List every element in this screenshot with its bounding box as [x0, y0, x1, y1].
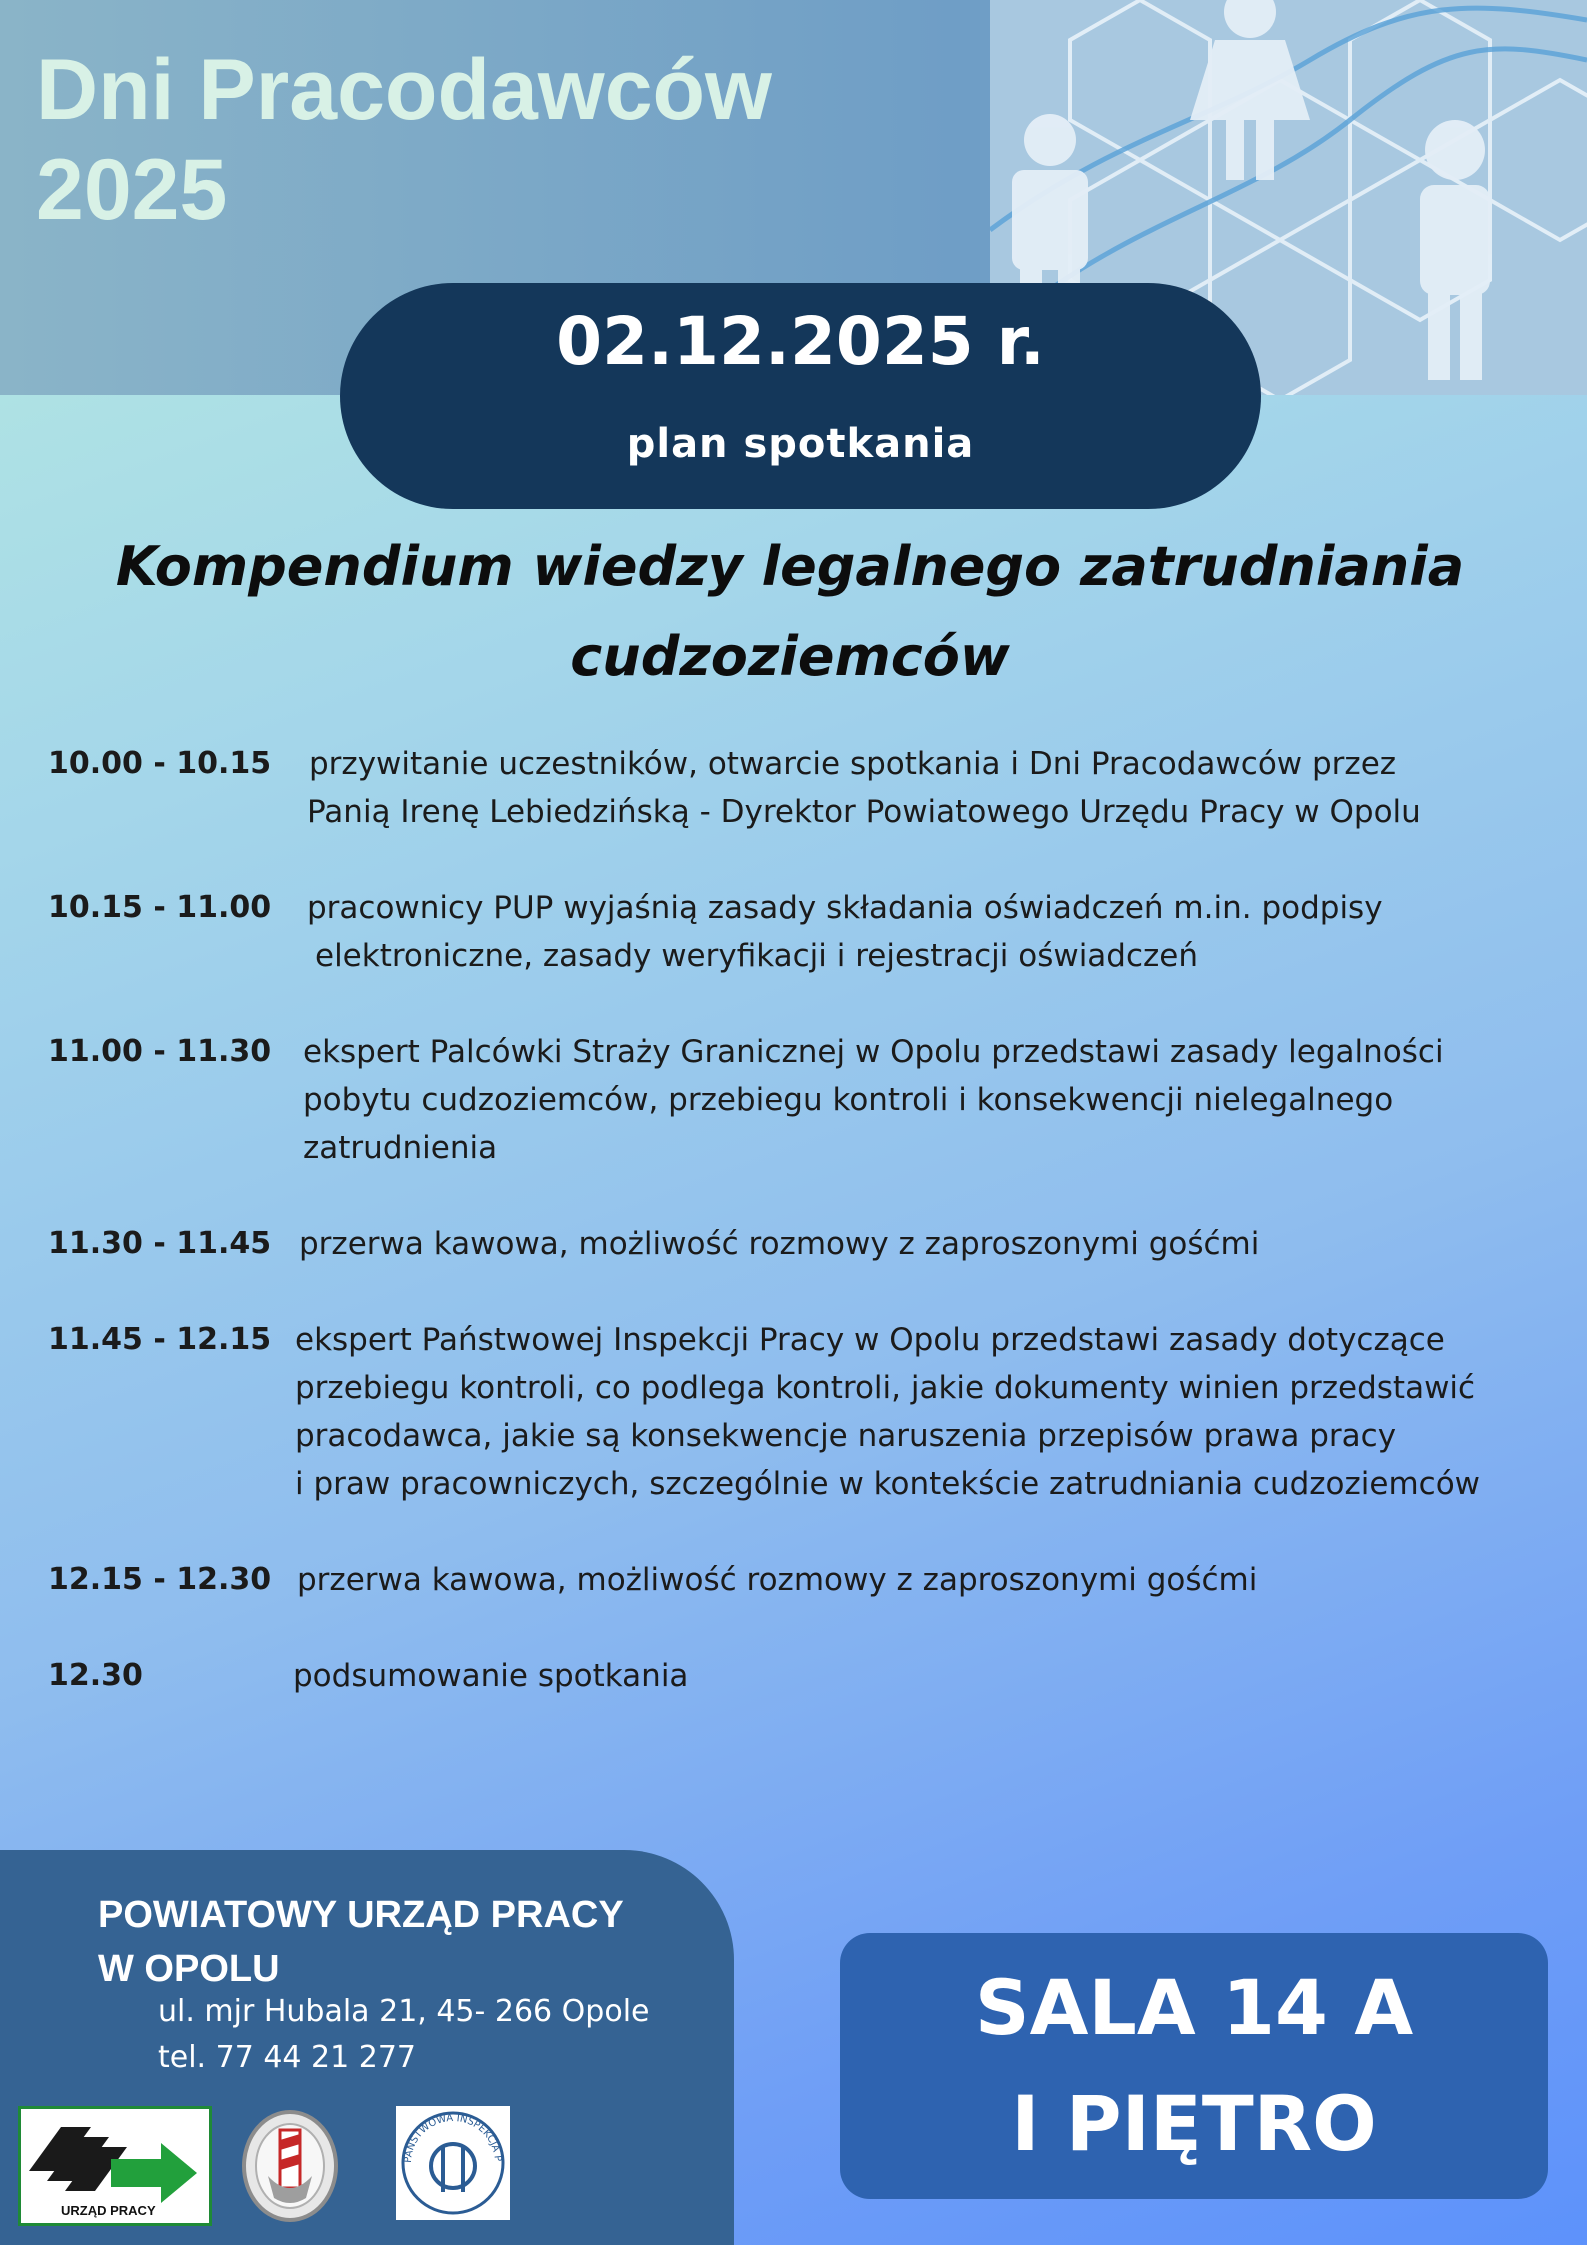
organizer-panel [0, 1850, 734, 2245]
organizer-name-line2: W OPOLU [98, 1948, 280, 1990]
event-title-line2: 2025 [36, 142, 228, 238]
schedule-line: przebiegu kontroli, co podlega kontroli, jakie dokumenty winien przedstawić [295, 1370, 1476, 1406]
schedule-line: ekspert Państwowej Inspekcji Pracy w Opolu przedstawi zasady dotyczące [295, 1322, 1445, 1358]
subject-line1: Kompendium wiedzy legalnego zatrudniania [115, 535, 1465, 598]
plan-label: plan spotkania [626, 421, 975, 467]
schedule-line: i praw pracowniczych, szczególnie w kontekście zatrudniania cudzoziemców [295, 1466, 1481, 1502]
schedule-description [303, 884, 1548, 980]
schedule-row [48, 1028, 1548, 1172]
schedule-line: pracownicy PUP wyjaśnią zasady składania oświadczeń m.in. podpisy [307, 890, 1383, 926]
schedule-row [48, 1556, 1548, 1604]
schedule-line: przerwa kawowa, możliwość rozmowy z zaproszonymi gośćmi [299, 1226, 1260, 1262]
schedule-line: podsumowanie spotkania [293, 1658, 689, 1694]
schedule-description [303, 740, 1548, 836]
urzad-pracy-logo [18, 2106, 212, 2226]
subject-line2: cudzoziemców [570, 625, 1010, 688]
schedule-description [303, 1028, 1548, 1172]
schedule-line: przerwa kawowa, możliwość rozmowy z zaproszonymi gośćmi [297, 1562, 1258, 1598]
room-box [840, 1933, 1548, 2199]
schedule-time: 12.15 - 12.30 [48, 1562, 272, 1597]
schedule-row [48, 1316, 1548, 1508]
schedule-time: 12.30 [48, 1658, 143, 1693]
schedule-row [48, 1652, 1548, 1700]
schedule-time: 11.00 - 11.30 [48, 1034, 272, 1069]
schedule-time: 11.45 - 12.15 [48, 1322, 272, 1357]
organizer-name-line1: POWIATOWY URZĄD PRACY [98, 1894, 624, 1936]
date-pill [340, 283, 1261, 509]
schedule-line: pobytu cudzoziemców, przebiegu kontroli i konsekwencji nielegalnego [303, 1082, 1394, 1118]
border-guard-emblem-icon [240, 2106, 340, 2224]
event-date: 02.12.2025 r. [556, 303, 1045, 380]
organizer-phone: tel. 77 44 21 277 [158, 2040, 417, 2075]
schedule-row [48, 884, 1548, 980]
pip-logo-text: PAŃSTWOWA INSPEKCJA P [402, 2112, 504, 2164]
schedule-description [297, 1556, 1548, 1604]
urzad-pracy-logo-icon [21, 2109, 209, 2223]
event-title [36, 40, 772, 240]
schedule-line: elektroniczne, zasady weryfikacji i rejestracji oświadczeń [315, 938, 1199, 974]
pip-logo-icon [396, 2106, 510, 2220]
pip-logo [396, 2106, 510, 2220]
urzad-pracy-logo-text: URZĄD PRACY [61, 2203, 156, 2218]
schedule-description [293, 1652, 1548, 1700]
organizer-address: ul. mjr Hubala 21, 45- 266 Opole [158, 1994, 650, 2029]
schedule [48, 740, 1548, 1700]
schedule-line: ekspert Palcówki Straży Granicznej w Opolu przedstawi zasady legalności [303, 1034, 1444, 1070]
border-guard-emblem [240, 2106, 340, 2224]
room-floor: I PIĘTRO [1011, 2079, 1377, 2168]
organizer-name [98, 1888, 718, 1996]
schedule-description [295, 1316, 1548, 1508]
subject-heading [60, 522, 1520, 702]
room-number: SALA 14 A [974, 1963, 1414, 2052]
schedule-line: pracodawca, jakie są konsekwencje naruszenia przepisów prawa pracy [295, 1418, 1397, 1454]
schedule-description [299, 1220, 1548, 1268]
schedule-row [48, 1220, 1548, 1268]
schedule-row [48, 740, 1548, 836]
schedule-time: 10.00 - 10.15 [48, 746, 272, 781]
event-title-line1: Dni Pracodawców [36, 42, 772, 138]
schedule-time: 11.30 - 11.45 [48, 1226, 272, 1261]
schedule-line: przywitanie uczestników, otwarcie spotkania i Dni Pracodawców przez [309, 746, 1397, 782]
schedule-line: Panią Irenę Lebiedzińską - Dyrektor Powiatowego Urzędu Pracy w Opolu [307, 794, 1421, 830]
schedule-line: zatrudnienia [303, 1130, 498, 1166]
schedule-time: 10.15 - 11.00 [48, 890, 272, 925]
